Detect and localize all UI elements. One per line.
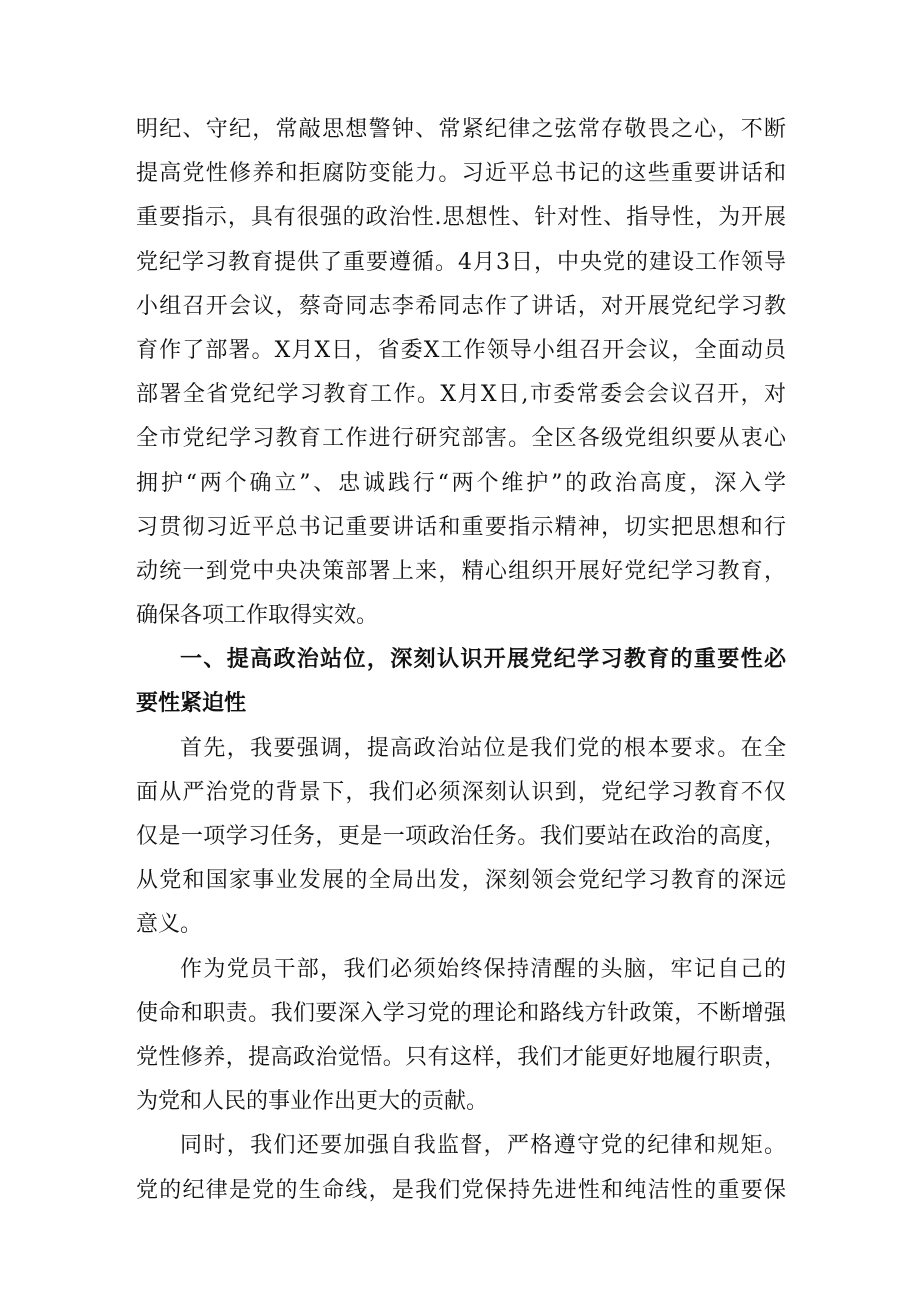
text-line: 提高党性修养和拒腐防变能力。习近平总书记的这些重要讲话和	[136, 161, 786, 187]
document-body	[136, 108, 786, 1213]
text-line: 拥护“两个确立”、忠诚践行“两个维护”的政治高度，深入学	[136, 470, 786, 496]
text-line: 作为党员干部，我们必须始终保持清醒的头脑，牢记自己的	[180, 956, 786, 982]
section-heading	[136, 638, 786, 726]
heading-line: 要性紧迫性	[136, 691, 247, 717]
paragraph-4	[136, 1124, 786, 1212]
text-line: 党纪学习教育提供了重要遵循。4月3日，中央党的建设工作领导	[136, 249, 786, 275]
text-line: 面从严治党的背景下，我们必须深刻认识到，党纪学习教育不仅	[136, 779, 786, 805]
text-line: 全市党纪学习教育工作进行研究部害。全区各级党组织要从衷心	[136, 426, 786, 452]
text-line: 为党和人民的事业作出更大的贡献。	[136, 1089, 489, 1115]
text-line: 确保各项工作取得实效。	[136, 603, 379, 629]
text-line: 部署全省党纪学习教育工作。X月X日,市委常委会会议召开，对	[136, 382, 786, 408]
paragraph-2	[136, 727, 786, 948]
text-line: 明纪、守纪，常敲思想警钟、常紧纪律之弦常存敬畏之心，不断	[136, 117, 786, 142]
text-line: 习贯彻习近平总书记重要讲话和重要指示精神，切实把思想和行	[136, 514, 786, 540]
text-line: 仅是一项学习任务，更是一项政治任务。我们要站在政治的高度，	[136, 824, 786, 849]
paragraph-1	[136, 108, 786, 638]
text-line: 使命和职责。我们要深入学习党的理论和路线方针政策，不断增强	[136, 1000, 786, 1026]
text-line: 育作了部署。X月X日，省委X工作领导小组召开会议，全面动员	[136, 337, 786, 363]
text-line: 动统一到党中央决策部署上来，精心组织开展好党纪学习教育，	[136, 558, 786, 584]
text-line: 从党和国家事业发展的全局出发，深刻领会党纪学习教育的深远	[136, 868, 786, 894]
paragraph-3	[136, 948, 786, 1125]
text-line: 首先，我要强调，提高政治站位是我们党的根本要求。在全	[180, 735, 786, 761]
text-line: 党性修养，提高政治觉悟。只有这样，我们才能更好地履行职责，	[136, 1044, 786, 1070]
text-line: 意义。	[136, 912, 203, 938]
text-line: 党的纪律是党的生命线，是我们党保持先进性和纯洁性的重要保	[136, 1177, 786, 1203]
text-line: 同时，我们还要加强自我监督，严格遵守党的纪律和规矩。	[180, 1133, 786, 1159]
text-line: 重要指示，具有很强的政治性.思想性、针对性、指导性，为开展	[136, 205, 786, 231]
text-line: 小组召开会议，蔡奇同志李希同志作了讲话，对开展党纪学习教	[136, 293, 786, 319]
heading-line: 一、提高政治站位，深刻认识开展党纪学习教育的重要性必	[180, 647, 786, 673]
